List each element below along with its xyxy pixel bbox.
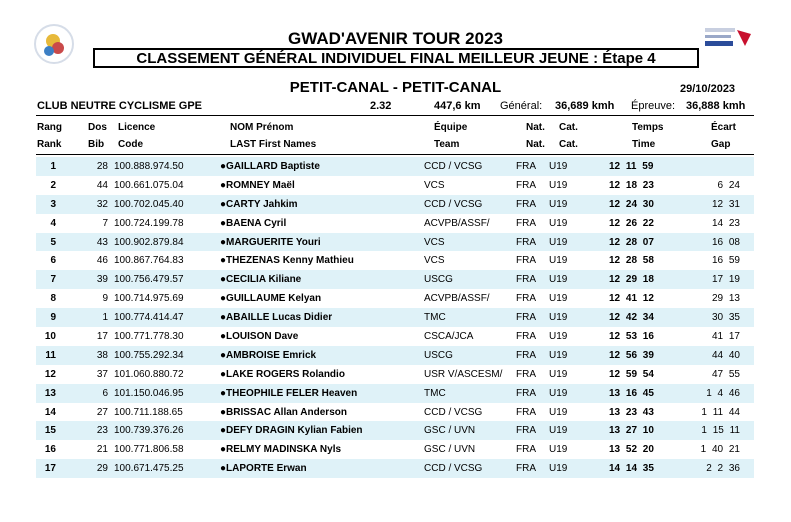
gap-cell: 47 55 [711,368,740,380]
name-cell: ●ABAILLE Lucas Didier [220,308,424,327]
rank-cell: 2 [50,179,56,191]
time-cell: 13 23 43 [609,406,654,418]
bib-cell: 23 [56,421,108,440]
table-row [36,459,754,478]
licence-cell: 100.771.806.58 [114,444,184,456]
time-cell: 13 52 20 [609,444,654,456]
gap-cell [679,157,754,176]
cat-cell: U19 [549,459,599,478]
team-cell: ACVPB/ASSF/ [424,217,490,229]
rank-cell: 7 [36,270,56,289]
table-row [36,327,754,346]
gap-cell: 1 11 44 [701,406,740,418]
team-cell: CSCA/JCA [424,330,474,342]
table-row [36,157,754,176]
rank-cell: 3 [36,195,56,214]
nat-cell: FRA [516,330,536,342]
gap-cell: 41 17 [711,330,740,342]
time-cell: 12 11 59 [599,157,679,176]
bib-cell: 46 [96,255,108,267]
nat-cell: FRA [516,255,536,267]
bib-cell: 39 [56,270,108,289]
bib-cell: 38 [56,346,108,365]
gap-cell: 16 59 [711,255,740,267]
gap-cell: 44 40 [679,346,754,365]
rank-cell: 11 [36,346,56,365]
name-cell: ●THEZENAS Kenny Mathieu [220,255,354,267]
name-cell: ●GUILLAUME Kelyan [220,293,322,305]
general-speed: 36,689 kmh [555,100,615,112]
nat-cell: FRA [516,270,549,289]
divider-header [36,154,754,155]
time-cell: 12 26 22 [609,217,654,229]
time-cell: 12 41 12 [609,293,654,305]
stage-venue: PETIT-CANAL - PETIT-CANAL [289,79,502,96]
name-cell: ●BAENA Cyril [220,217,287,229]
table-row [36,233,754,252]
licence-cell: 101.150.046.95 [108,384,220,403]
rank-cell: 4 [50,217,56,229]
cat-cell: U19 [549,179,568,191]
cat-cell: U19 [549,233,599,252]
name-cell: ●BRISSAC Allan Anderson [220,406,347,418]
gap-cell: 17 19 [679,270,754,289]
classification-title: CLASSEMENT GÉNÉRAL INDIVIDUEL FINAL MEILLEUR JEUNE : Étape 4 [93,48,699,68]
cat-cell: U19 [549,368,568,380]
team-cell: GSC / UVN [424,444,476,456]
rank-cell: 13 [36,384,56,403]
gap-cell: 6 24 [717,179,740,191]
bib-cell: 27 [96,406,108,418]
table-row [36,176,754,195]
gap-cell: 12 31 [679,195,754,214]
table-row [36,195,754,214]
page-title: GWAD'AVENIR TOUR 2023 [287,29,503,48]
bib-cell: 37 [96,368,108,380]
team-cell: ACVPB/ASSF/ [424,293,490,305]
rank-cell: 15 [36,421,56,440]
table-row [36,403,754,422]
name-cell: ●LOUISON Dave [220,330,299,342]
nat-cell: FRA [516,308,549,327]
licence-cell: 100.888.974.50 [108,157,220,176]
cat-cell: U19 [549,308,599,327]
nat-cell: FRA [516,459,549,478]
club-name: CLUB NEUTRE CYCLISME GPE [37,100,203,112]
cat-cell: U19 [549,346,599,365]
name-cell: ●LAKE ROGERS Rolandio [220,368,345,380]
table-row [36,214,754,233]
name-cell: ●MARGUERITE Youri [220,233,424,252]
team-cell: VCS [424,233,516,252]
col-cat: Cat. [559,122,578,133]
cat-cell: U19 [549,270,599,289]
col-cat-en: Cat. [559,139,578,150]
licence-cell: 100.714.975.69 [114,293,184,305]
col-rank: Rank [37,139,62,150]
col-team: Team [434,139,460,150]
team-cell: VCS [424,255,445,267]
general-speed-label: Général: [500,100,543,112]
epreuve-speed: 36,888 kmh [686,100,746,112]
team-cell: CCD / VCSG [424,157,516,176]
rank-cell: 8 [50,293,56,305]
name-cell: ●ROMNEY Maël [220,179,295,191]
col-nat-en: Nat. [526,139,545,150]
team-cell: TMC [424,308,516,327]
time-cell: 12 28 58 [609,255,654,267]
table-row [36,421,754,440]
table-row [36,365,754,384]
team-cell: TMC [424,384,516,403]
nat-cell: FRA [516,368,536,380]
col-bib: Bib [88,139,105,150]
nat-cell: FRA [516,406,536,418]
team-cell: CCD / VCSG [424,459,516,478]
name-cell: ●CARTY Jahkim [220,195,424,214]
rank-cell: 14 [44,406,56,418]
team-cell: VCS [424,179,445,191]
name-cell: ●LAPORTE Erwan [220,459,424,478]
licence-cell: 100.771.778.30 [114,330,184,342]
bib-cell: 29 [56,459,108,478]
name-cell: ●AMBROISE Emrick [220,346,424,365]
total-time: 2.32 [370,100,392,112]
licence-cell: 100.755.292.34 [108,346,220,365]
col-ecart: Écart [711,122,737,133]
table-row [36,384,754,403]
bib-cell: 21 [96,444,108,456]
cat-cell: U19 [549,384,599,403]
cat-cell: U19 [549,157,599,176]
licence-cell: 100.739.376.26 [108,421,220,440]
bib-cell: 9 [102,293,108,305]
licence-cell: 100.711.188.65 [114,406,183,418]
col-rang: Rang [37,122,62,133]
gap-cell: 1 15 11 [679,421,754,440]
team-cell: GSC / UVN [424,421,516,440]
time-cell: 12 29 18 [599,270,679,289]
col-equipe: Équipe [434,122,468,133]
time-cell: 12 56 39 [599,346,679,365]
cat-cell: U19 [549,330,568,342]
team-cell: CCD / VCSG [424,195,516,214]
nat-cell: FRA [516,293,536,305]
bib-cell: 44 [96,179,108,191]
bib-cell: 32 [56,195,108,214]
col-temps: Temps [632,122,664,133]
total-distance: 447,6 km [434,100,481,112]
bib-cell: 7 [102,217,108,229]
name-cell: ●THEOPHILE FELER Heaven [220,384,424,403]
licence-cell: 100.902.879.84 [108,233,220,252]
time-cell: 12 53 16 [609,330,654,342]
team-cell: USCG [424,346,516,365]
gap-cell: 16 08 [679,233,754,252]
time-cell: 12 59 54 [609,368,654,380]
bib-cell: 1 [56,308,108,327]
col-dos: Dos [88,122,107,133]
col-gap: Gap [711,139,731,150]
cat-cell: U19 [549,406,568,418]
licence-cell: 101.060.880.72 [114,368,184,380]
table-row [36,308,754,327]
bib-cell: 17 [96,330,108,342]
team-cell: USCG [424,270,516,289]
nat-cell: FRA [516,421,549,440]
race-date: 29/10/2023 [680,83,736,95]
time-cell: 14 14 35 [599,459,679,478]
col-licence: Licence [118,122,156,133]
name-cell: ●RELMY MADINSKA Nyls [220,444,342,456]
team-cell: USR V/ASCESM/ [424,368,503,380]
nat-cell: FRA [516,233,549,252]
cat-cell: U19 [549,444,568,456]
nat-cell: FRA [516,179,536,191]
divider-top [36,115,754,116]
rank-cell: 6 [50,255,56,267]
gap-cell: 14 23 [711,217,740,229]
cat-cell: U19 [549,255,568,267]
table-row [36,270,754,289]
gap-cell: 1 40 21 [700,444,740,456]
time-cell: 12 24 30 [599,195,679,214]
time-cell: 13 16 45 [599,384,679,403]
nat-cell: FRA [516,195,549,214]
gap-cell: 2 2 36 [679,459,754,478]
licence-cell: 100.774.414.47 [108,308,220,327]
nat-cell: FRA [516,157,549,176]
bib-cell: 6 [56,384,108,403]
col-nat: Nat. [526,122,545,133]
rank-cell: 9 [36,308,56,327]
cat-cell: U19 [549,421,599,440]
col-time: Time [632,139,656,150]
results-table [36,157,754,478]
rank-cell: 10 [44,330,56,342]
rank-cell: 12 [44,368,56,380]
nat-cell: FRA [516,346,549,365]
col-nom: NOM Prénom [230,122,294,133]
cat-cell: U19 [549,195,599,214]
time-cell: 12 42 34 [599,308,679,327]
licence-cell: 100.756.479.57 [108,270,220,289]
table-row [36,440,754,459]
cat-cell: U19 [549,293,568,305]
rank-cell: 16 [44,444,56,456]
name-cell: ●GAILLARD Baptiste [220,157,424,176]
licence-cell: 100.671.475.25 [108,459,220,478]
gap-cell: 1 4 46 [679,384,754,403]
gap-cell: 30 35 [679,308,754,327]
licence-cell: 100.867.764.83 [114,255,184,267]
name-cell: ●DEFY DRAGIN Kylian Fabien [220,421,424,440]
table-row [36,289,754,308]
gap-cell: 29 13 [711,293,740,305]
epreuve-speed-label: Épreuve: [631,100,676,112]
time-cell: 13 27 10 [599,421,679,440]
name-cell: ●CECILIA Kiliane [220,270,424,289]
time-cell: 12 28 07 [599,233,679,252]
nat-cell: FRA [516,444,536,456]
table-row [36,346,754,365]
time-cell: 12 18 23 [609,179,654,191]
rank-cell: 1 [36,157,56,176]
bib-cell: 43 [56,233,108,252]
rank-cell: 17 [36,459,56,478]
col-code: Code [118,139,143,150]
cat-cell: U19 [549,217,568,229]
licence-cell: 100.702.045.40 [108,195,220,214]
rank-cell: 5 [36,233,56,252]
table-row [36,251,754,270]
nat-cell: FRA [516,217,536,229]
licence-cell: 100.724.199.78 [114,217,184,229]
team-cell: CCD / VCSG [424,406,483,418]
col-names: LAST First Names [230,139,317,150]
nat-cell: FRA [516,384,549,403]
licence-cell: 100.661.075.04 [114,179,184,191]
bib-cell: 28 [56,157,108,176]
